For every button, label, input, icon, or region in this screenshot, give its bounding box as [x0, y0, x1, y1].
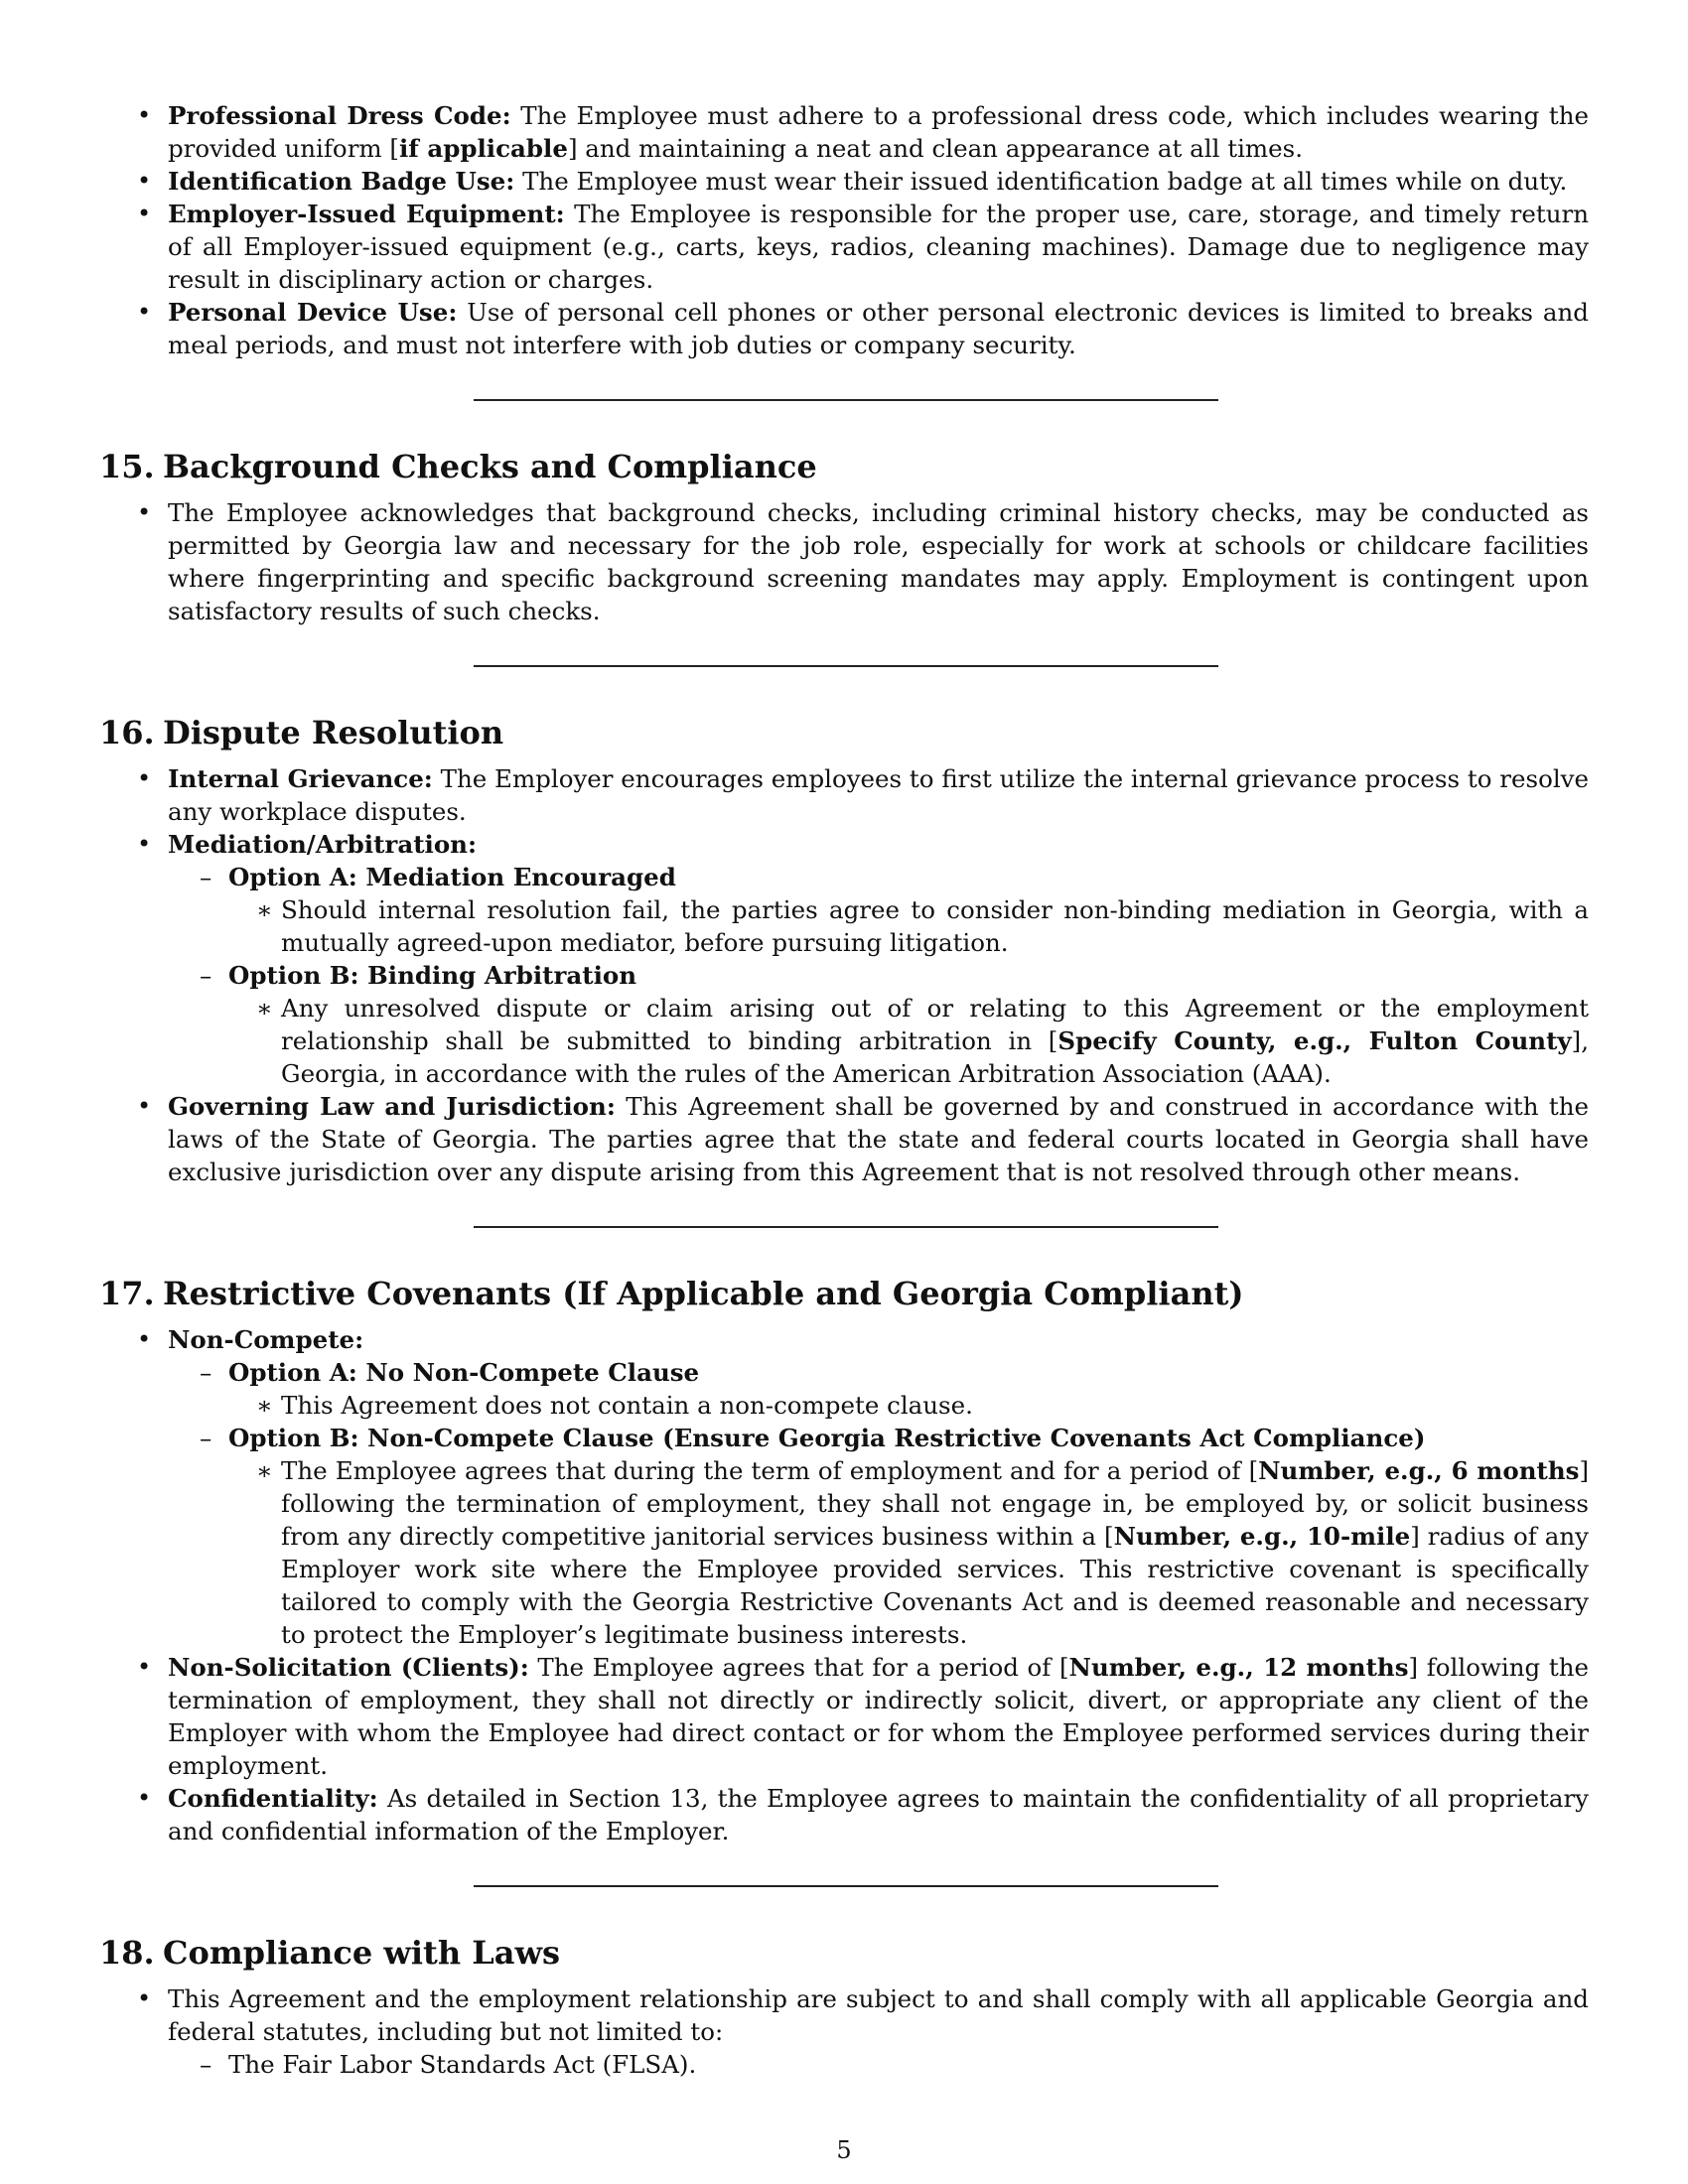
list-item-governing-law: • Governing Law and Jurisdiction: This Agreement shall be governed by and construed in accordance with the laws of the State of Georgia. The parties agree that the state and federal courts located in Georgia shall have exclusive jurisdiction over any dispute arising from this Agreement that is not resolved through other means. [99, 1090, 1589, 1188]
page-number: 5 [836, 2136, 852, 2164]
section-15-list [99, 496, 1589, 627]
list-item-background-checks: • The Employee acknowledges that background checks, including criminal history checks, may be conducted as permitted by Georgia law and necessary for the job role, especially for work at schools or childcare facilities where fingerprinting and specific background screening mandates may apply. Employment is contingent upon satisfactory results of such checks. [99, 496, 1589, 627]
non-compete-option-a-text: ∗ This Agreement does not contain a non-compete clause. [228, 1389, 1589, 1422]
option-b-text: ∗ Any unresolved dispute or claim arising out of or relating to this Agreement or the employment relationship shall be submitted to binding arbitration in [Specify County, e.g., Fulton County], Georgia, in accordance with the rules of the American Arbitration Association (AAA). [228, 992, 1589, 1090]
mediation-options [168, 861, 1589, 1090]
section-17-list [99, 1323, 1589, 1847]
section-14-list [99, 99, 1589, 361]
horizontal-rule [474, 399, 1218, 401]
list-item-non-solicitation: • Non-Solicitation (Clients): The Employee agrees that for a period of [Number, e.g., 12 months] following the termination of employment, they shall not directly or indirectly solicit, divert, or appropriate any client of the Employer with whom the Employee had direct contact or for whom the Employee performed services during their employment. [99, 1651, 1589, 1782]
section-17-heading: 17. Restrictive Covenants (If Applicable and Georgia Compliant) [99, 1275, 1244, 1312]
section-18-list [99, 1982, 1589, 2081]
list-item-mediation: • Mediation/Arbitration: – Option A: Mediation Encouraged ∗ Should internal resolution fail, the parties agree to consider non-binding mediation in Georgia, with a mutually agreed-upon mediator, before pursuing litigation. – Option B: Binding Arbitration ∗ Any unresolved dispute or claim arising out of or relating to this Agreement or the employment relationship shall be submitted to binding arbitration in [Specify County, e.g., Fulton County], Georgia, in accordance with the rules of the American Arbitration Association (AAA). [99, 828, 1589, 1090]
non-compete-option-b-text: ∗ The Employee agrees that during the term of employment and for a period of [Number, e.g., 6 months] following the termination of employment, they shall not engage in, be employed by, or solicit business from any directly competitive janitorial services business within a [Number, e.g., 10-mile] radius of any Employer work site where the Employee provided services. This restrictive covenant is specifically tailored to comply with the Georgia Restrictive Covenants Act and is deemed reasonable and necessary to protect the Employer’s legitimate business interests. [228, 1454, 1589, 1651]
list-item-non-compete: • Non-Compete: – Option A: No Non-Compete Clause ∗ This Agreement does not contain a non-compete clause. – Option B: Non-Compete Clause (Ensure Georgia Restrictive Covenants Act Compliance) ∗ The Employee agrees that during the term of employment and for a period of [Number, e.g., 6 months] following the termination of employment, they shall not engage in, be employed by, or solicit business from any directly competitive janitorial services business within a [Number, e.g., 10-mile] radius of any Employer work site where the Employee provided services. This restrictive covenant is specifically tailored to comply with the Georgia Restrictive Covenants Act and is deemed reasonable and necessary to protect the Employer’s legitimate business interests. [99, 1323, 1589, 1651]
list-item-dress-code: • Professional Dress Code: The Employee must adhere to a professional dress code, which includes wearing the provided uniform [if applicable] and maintaining a neat and clean appearance at all times. [99, 99, 1589, 165]
section-15-heading: 15. Background Checks and Compliance [99, 448, 817, 485]
list-item-equipment: • Employer-Issued Equipment: The Employee is responsible for the proper use, care, storage, and timely return of all Employer-issued equipment (e.g., carts, keys, radios, cleaning machines). Damage due to negligence may result in disciplinary action or charges. [99, 198, 1589, 296]
document-page [99, 99, 1589, 2081]
section-16-heading: 16. Dispute Resolution [99, 714, 504, 751]
option-b: – Option B: Binding Arbitration ∗ Any unresolved dispute or claim arising out of or relating to this Agreement or the employment relationship shall be submitted to binding arbitration in [Specify County, e.g., Fulton County], Georgia, in accordance with the rules of the American Arbitration Association (AAA). [168, 959, 1589, 1090]
list-item-compliance: • This Agreement and the employment relationship are subject to and shall comply with all applicable Georgia and federal statutes, including but not limited to: – The Fair Labor Standards Act (FLSA). [99, 1982, 1589, 2081]
option-a-text: ∗ Should internal resolution fail, the parties agree to consider non-binding mediation in Georgia, with a mutually agreed-upon mediator, before pursuing litigation. [228, 893, 1589, 959]
list-item-flsa: – The Fair Labor Standards Act (FLSA). [168, 2048, 1589, 2081]
horizontal-rule [474, 1885, 1218, 1887]
list-item-confidentiality: • Confidentiality: As detailed in Section 13, the Employee agrees to maintain the confidentiality of all proprietary and confidential information of the Employer. [99, 1782, 1589, 1847]
section-16-list [99, 762, 1589, 1188]
option-a: – Option A: Mediation Encouraged ∗ Should internal resolution fail, the parties agree to consider non-binding mediation in Georgia, with a mutually agreed-upon mediator, before pursuing litigation. [168, 861, 1589, 959]
non-compete-option-a: – Option A: No Non-Compete Clause ∗ This Agreement does not contain a non-compete clause. [168, 1356, 1589, 1422]
list-item-device: • Personal Device Use: Use of personal cell phones or other personal electronic devices is limited to breaks and meal periods, and must not interfere with job duties or company security. [99, 296, 1589, 361]
list-item-badge: • Identification Badge Use: The Employee must wear their issued identification badge at all times while on duty. [99, 165, 1589, 198]
section-18-heading: 18. Compliance with Laws [99, 1934, 561, 1972]
horizontal-rule [474, 1226, 1218, 1228]
horizontal-rule [474, 665, 1218, 667]
non-compete-option-b: – Option B: Non-Compete Clause (Ensure Georgia Restrictive Covenants Act Compliance) ∗ The Employee agrees that during the term of employment and for a period of [Number, e.g., 6 months] following the termination of employment, they shall not engage in, be employed by, or solicit business from any directly competitive janitorial services business within a [Number, e.g., 10-mile] radius of any Employer work site where the Employee provided services. This restrictive covenant is specifically tailored to comply with the Georgia Restrictive Covenants Act and is deemed reasonable and necessary to protect the Employer’s legitimate business interests. [168, 1422, 1589, 1651]
list-item-grievance: • Internal Grievance: The Employer encourages employees to first utilize the internal grievance process to resolve any workplace disputes. [99, 762, 1589, 828]
